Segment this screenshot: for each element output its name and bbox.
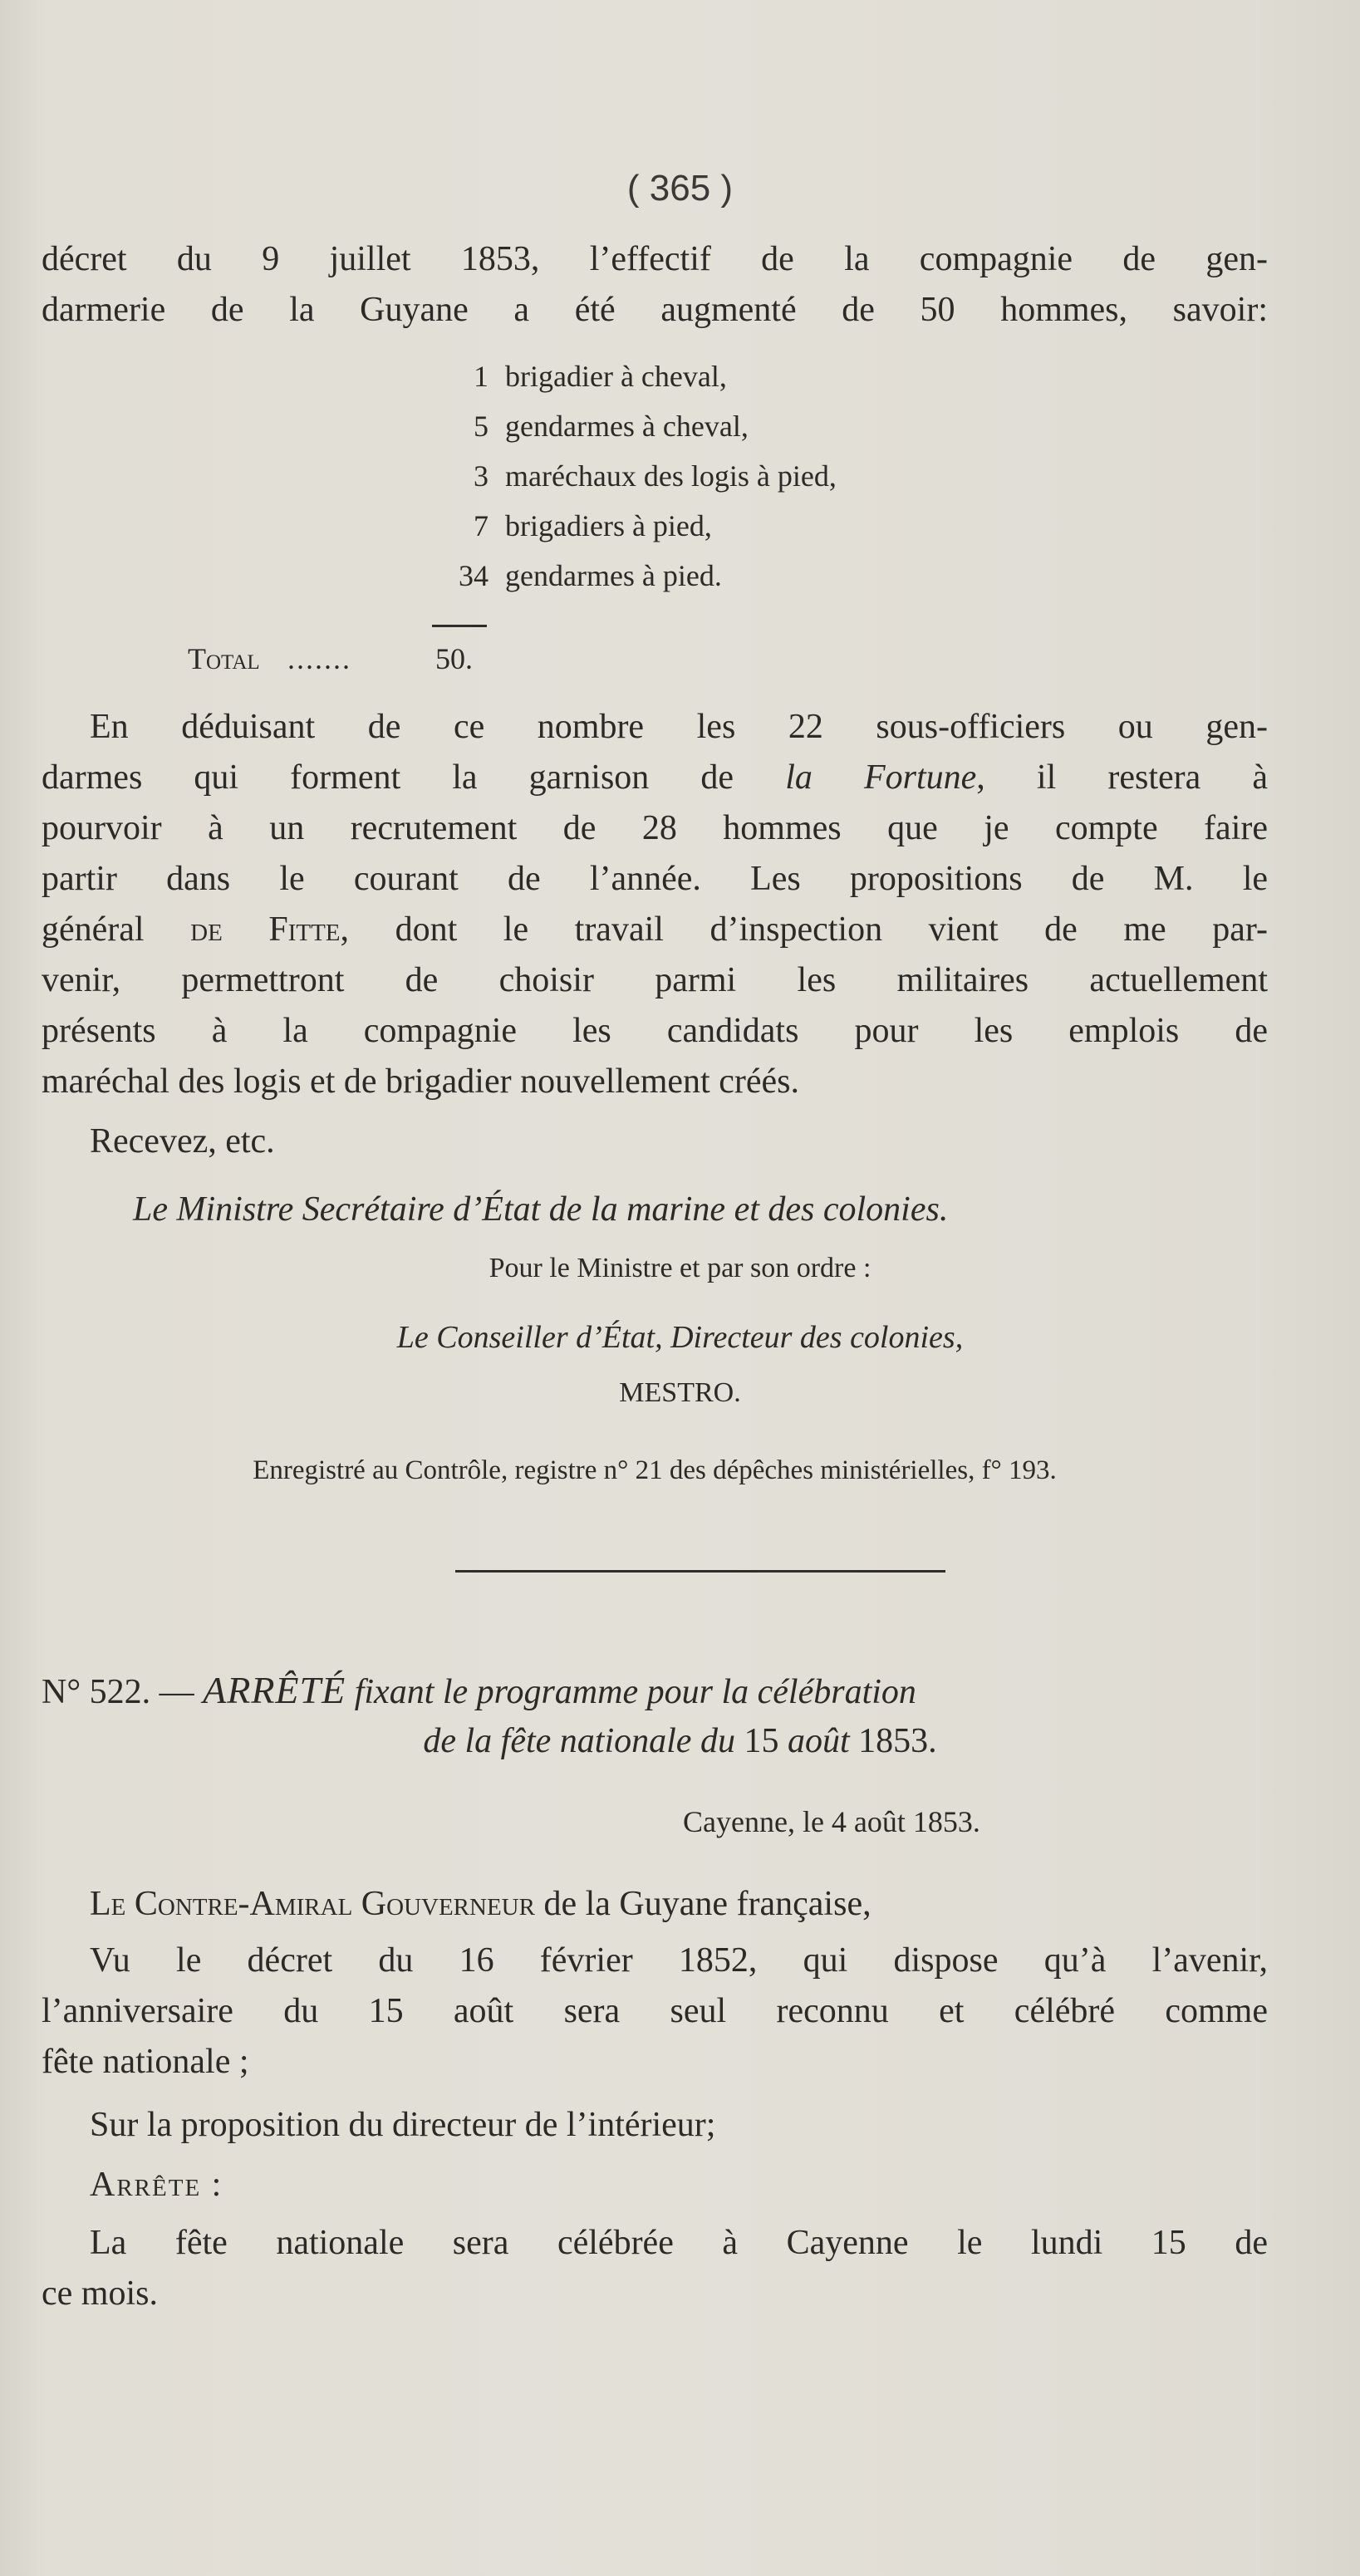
closing-formula: Recevez, etc. <box>90 1122 275 1160</box>
decree-number: N° 522. — <box>42 1673 194 1711</box>
list-item: 34 <box>459 559 489 592</box>
signatory-name: MESTRO. <box>619 1377 741 1408</box>
paragraph-segment: , dont le travail d’inspection vient de me par- <box>340 910 1268 949</box>
list-item-label: maréchaux des logis à pied, <box>505 459 837 493</box>
list-item-label: gendarmes à pied. <box>505 559 722 592</box>
decree-title-segment: août <box>778 1722 859 1760</box>
list-item-label: brigadiers à pied, <box>505 509 712 542</box>
paragraph-line: En déduisant de ce nombre les 22 sous-officiers ou gen- <box>90 708 1268 746</box>
article-line: ce mois. <box>42 2274 158 2313</box>
total-dots: ....... <box>287 642 351 675</box>
article-line: La fête nationale sera célébrée à Cayenne le lundi 15 de <box>90 2224 1268 2262</box>
recital-line: l’anniversaire du 15 août sera seul reconnu et célébré comme <box>42 1992 1268 2030</box>
list-item-label: gendarmes à cheval, <box>505 410 749 443</box>
registration-note: Enregistré au Contrôle, registre n° 21 des dépêches ministérielles, f° 193. <box>253 1455 1057 1485</box>
order-line: Pour le Ministre et par son ordre : <box>489 1253 871 1283</box>
paragraph-line: présents à la compagnie les candidats pour les emplois de <box>42 1012 1268 1050</box>
sum-rule <box>432 625 487 627</box>
place-date: Cayenne, le 4 août 1853. <box>683 1805 980 1838</box>
de-fitte-name: Fitte <box>268 910 341 949</box>
councillor-line: Le Conseiller d’État, Directeur des colonies, <box>396 1320 964 1355</box>
paragraph-line: partir dans le courant de l’année. Les propositions de M. le <box>42 860 1268 898</box>
list-item: 3 <box>474 459 489 493</box>
list-item-label: brigadier à cheval, <box>505 360 727 393</box>
list-item: 7 <box>474 509 489 542</box>
list-item: 1 <box>474 360 489 393</box>
paragraph-segment: général <box>42 910 191 949</box>
decree-title-line-2 <box>0 1716 1360 1767</box>
intro-line-2: darmerie de la Guyane a été augmenté de 50 hommes, savoir: <box>42 291 1268 329</box>
arrete-heading: Arrête : <box>90 2166 223 2204</box>
de-fitte-particle: de <box>190 910 223 949</box>
decree-title-keyword: ARRÊTÉ <box>203 1669 346 1711</box>
total-label: Total <box>188 642 260 675</box>
authority-tail: de la Guyane française, <box>534 1885 871 1923</box>
decree-heading <box>42 1665 916 1718</box>
decree-title-year: 1853. <box>858 1722 937 1760</box>
fortune-name: la Fortune <box>785 758 977 797</box>
total-value: 50. <box>435 642 473 675</box>
recital-line: Vu le décret du 16 février 1852, qui dispose qu’à l’avenir, <box>90 1941 1268 1980</box>
list-item: 5 <box>474 410 489 443</box>
decree-title-segment: de la fête nationale du <box>423 1722 744 1760</box>
paragraph-line <box>42 905 1268 955</box>
paragraph-line: pourvoir à un recrutement de 28 hommes que je compte faire <box>42 809 1268 847</box>
intro-line-1: décret du 9 juillet 1853, l’effectif de la compagnie de gen- <box>42 240 1268 278</box>
minister-signature: Le Ministre Secrétaire d’État de la marine et des colonies. <box>133 1190 949 1229</box>
recital-line: fête nationale ; <box>42 2043 249 2081</box>
paragraph-line: venir, permettront de choisir parmi les militaires actuellement <box>42 961 1268 999</box>
proposal-line: Sur la proposition du directeur de l’intérieur; <box>90 2106 716 2144</box>
paragraph-line <box>42 753 1268 803</box>
decree-title-date-day: 15 <box>744 1722 779 1760</box>
paragraph-line: maréchal des logis et de brigadier nouvellement créés. <box>42 1062 799 1101</box>
paragraph-segment: darmes qui forment la garnison de <box>42 758 786 797</box>
paragraph-segment: , il restera à <box>976 758 1269 797</box>
page-number: ( 365 ) <box>626 168 734 209</box>
decree-title-rest: fixant le programme pour la célébration <box>346 1673 916 1711</box>
section-divider <box>455 1570 945 1573</box>
authority-title: Le Contre-Amiral Gouverneur <box>90 1885 535 1923</box>
issuing-authority <box>90 1879 871 1930</box>
